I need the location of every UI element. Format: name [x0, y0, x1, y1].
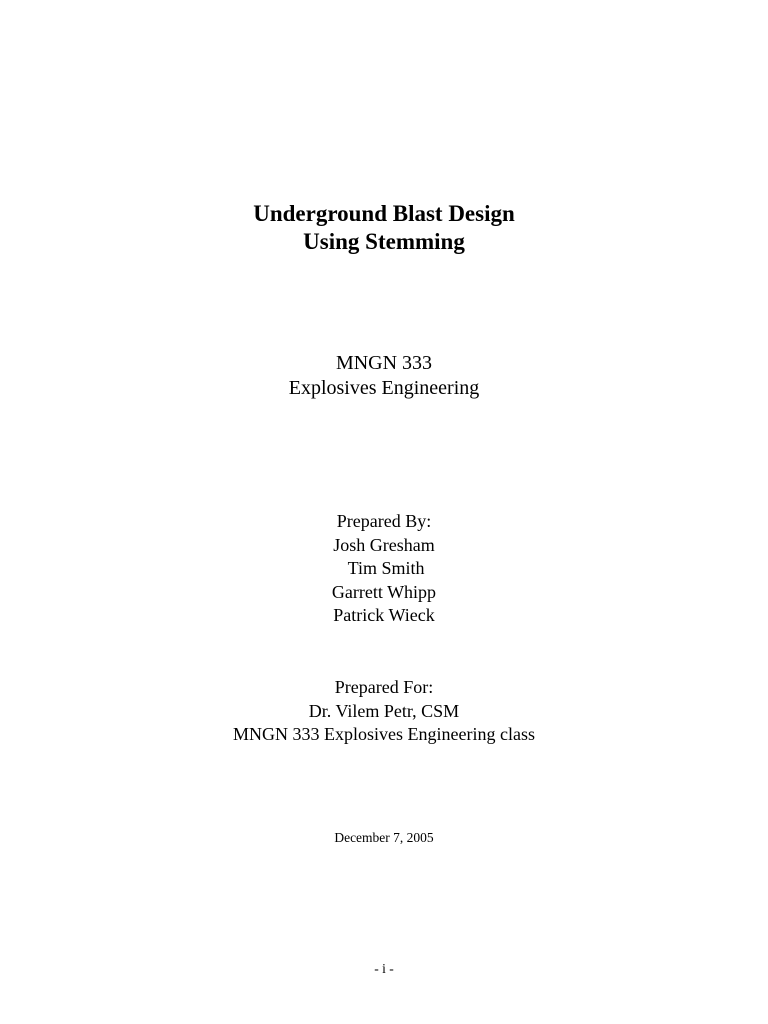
author-name: Garrett Whipp	[331, 581, 437, 602]
course-code: MNGN 333	[335, 352, 433, 374]
prepared-by-label: Prepared By:	[336, 511, 432, 531]
document-title	[0, 200, 768, 256]
recipient-class: MNGN 333 Explosives Engineering class	[233, 724, 535, 744]
title-line-1: Underground Blast Design	[253, 201, 515, 226]
prepared-by-section	[0, 510, 768, 628]
prepared-for-label: Prepared For:	[334, 677, 434, 697]
page-number-text: - i -	[374, 961, 394, 976]
author-name: Patrick Wieck	[333, 605, 435, 625]
title-line-2: Using Stemming	[303, 229, 465, 254]
recipient-name: Dr. Vilem Petr, CSM	[308, 700, 460, 721]
course-name: Explosives Engineering	[288, 377, 480, 399]
author-name: Josh Gresham	[333, 534, 435, 555]
course-info	[0, 351, 768, 401]
document-date	[0, 829, 768, 847]
prepared-for-section	[0, 676, 768, 747]
page-number	[0, 960, 768, 978]
author-name: Tim Smith	[343, 558, 425, 578]
date-text: December 7, 2005	[334, 830, 434, 845]
